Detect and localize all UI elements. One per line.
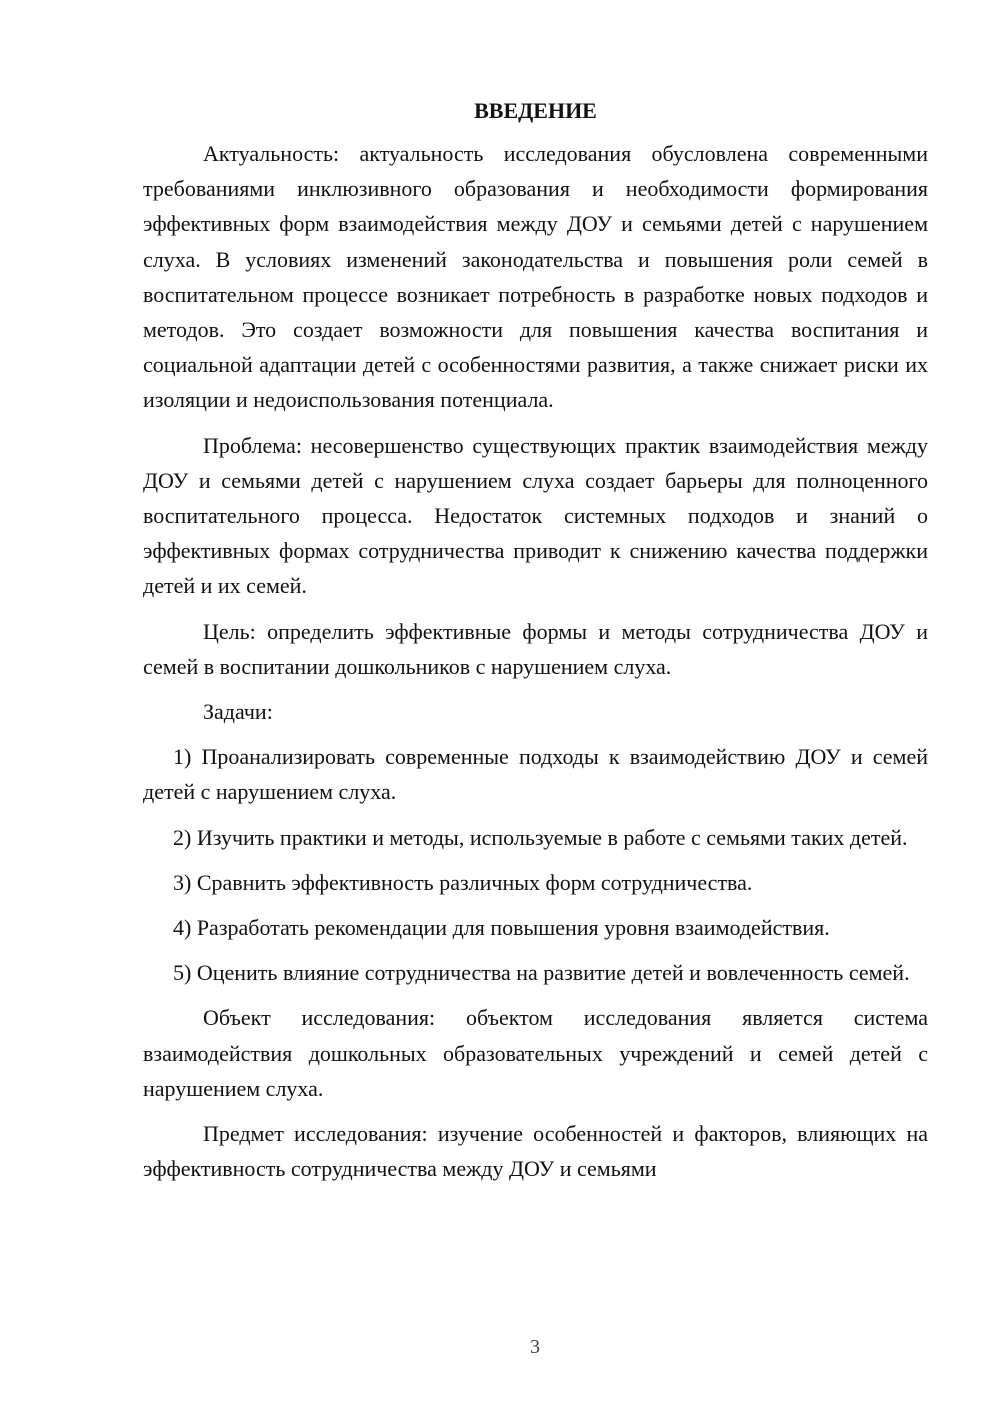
task-item-3: 3) Сравнить эффективность различных форм сотрудничества. — [173, 869, 753, 895]
section-title: ВВЕДЕНИЕ — [474, 98, 597, 123]
task-item-4: 4) Разработать рекомендации для повышения уровня взаимодействия. — [173, 915, 830, 941]
page-number: 3 — [530, 1336, 540, 1358]
paragraph-subject: Предмет исследования: изучение особенностей и факторов, влияющих на эффективность сотрудничества между ДОУ и семьями — [143, 1121, 928, 1182]
paragraph-goal: Цель: определить эффективные формы и методы сотрудничества ДОУ и семей в воспитании дошкольников с нарушением слуха. — [143, 618, 928, 679]
paragraph-object: Объект исследования: объектом исследования является система взаимодействия дошкольных образовательных учреждений и семей детей с нарушением слуха. — [143, 1005, 928, 1101]
document-body — [143, 93, 928, 1186]
task-item-5: 5) Оценить влияние сотрудничества на развитие детей и вовлеченность семей. — [173, 960, 910, 986]
paragraph-problem: Проблема: несовершенство существующих практик взаимодействия между ДОУ и семьями детей с нарушением слуха создает барьеры для полноценного воспитательного процесса. Недостаток системных подходов и знаний о эффективных формах сотрудничества приводит к снижению качества поддержки детей и их семей. — [143, 432, 928, 599]
task-item-1: 1) Проанализировать современные подходы к взаимодействию ДОУ и семей детей с нарушением слуха. — [143, 744, 928, 805]
paragraph-tasks-heading: Задачи: — [203, 699, 273, 725]
task-item-2: 2) Изучить практики и методы, используемые в работе с семьями таких детей. — [173, 824, 908, 850]
paragraph-relevance: Актуальность: актуальность исследования обусловлена современными требованиями инклюзивного образования и необходимости формирования эффективных форм взаимодействия между ДОУ и семьями детей с нарушением слуха. В условиях изменений законодательства и повышения роли семей в воспитательном процессе возникает потребность в разработке новых подходов и методов. Это создает возможности для повышения качества воспитания и социальной адаптации детей с особенностями развития, а также снижает риски их изоляции и недоиспользования потенциала. — [143, 141, 928, 413]
